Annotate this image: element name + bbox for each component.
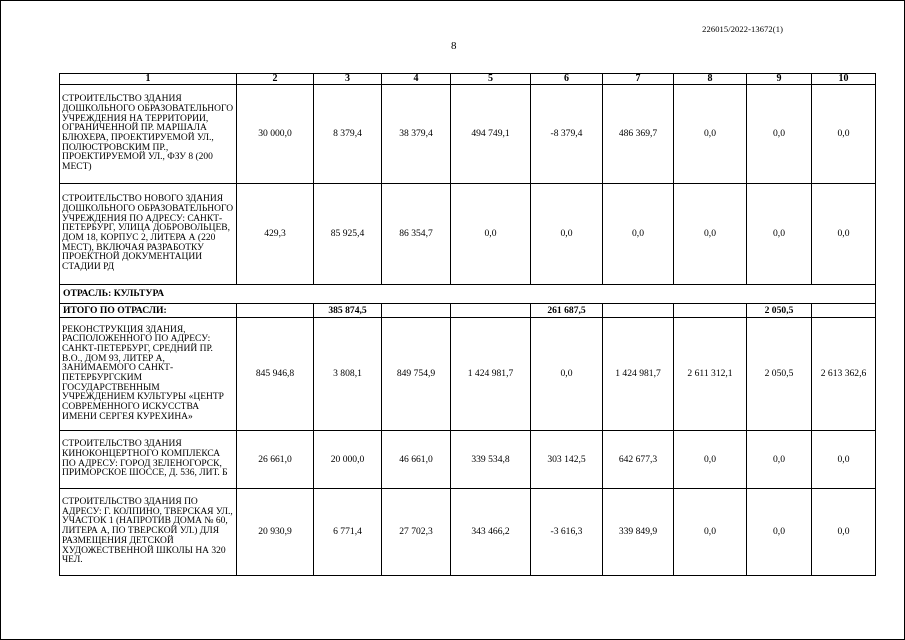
total-cell bbox=[382, 304, 451, 318]
column-header: 4 bbox=[382, 74, 451, 85]
total-cell bbox=[674, 304, 747, 318]
object-name: СТРОИТЕЛЬСТВО ЗДАНИЯ ПО АДРЕСУ: Г. КОЛПИНО, ТВЕРСКАЯ УЛ., УЧАСТОК 1 (НАПРОТИВ ДОМА № 60, ЛИТЕРА А, ПО ТВЕРСКОЙ УЛ.) ДЛЯ РАЗМЕЩЕНИЯ ДЕТСКОЙ ХУДОЖЕСТВЕННОЙ ШКОЛЫ НА 320 ЧЕЛ. bbox=[60, 489, 237, 576]
table-cell: 0,0 bbox=[747, 431, 812, 489]
column-header: 6 bbox=[531, 74, 603, 85]
table-cell: 486 369,7 bbox=[603, 85, 674, 184]
table-cell: 0,0 bbox=[674, 85, 747, 184]
table-cell: 0,0 bbox=[812, 431, 876, 489]
table-cell: 46 661,0 bbox=[382, 431, 451, 489]
total-cell: 385 874,5 bbox=[314, 304, 382, 318]
table-cell: 0,0 bbox=[812, 85, 876, 184]
total-cell: 261 687,5 bbox=[531, 304, 603, 318]
table-cell: 3 808,1 bbox=[314, 318, 382, 431]
table-cell: 0,0 bbox=[747, 489, 812, 576]
table-cell: 494 749,1 bbox=[451, 85, 531, 184]
column-header: 8 bbox=[674, 74, 747, 85]
page-number: 8 bbox=[451, 40, 457, 52]
table-row bbox=[60, 184, 876, 285]
table-cell: 303 142,5 bbox=[531, 431, 603, 489]
column-header: 7 bbox=[603, 74, 674, 85]
table-cell: 2 050,5 bbox=[747, 318, 812, 431]
table-cell: 86 354,7 bbox=[382, 184, 451, 285]
object-name: РЕКОНСТРУКЦИЯ ЗДАНИЯ, РАСПОЛОЖЕННОГО ПО АДРЕСУ: САНКТ-ПЕТЕРБУРГ, СРЕДНИЙ ПР. В.О., ДОМ 93, ЛИТЕР А, ЗАНИМАЕМОГО САНКТ-ПЕТЕРБУРГСКИМ ГОСУДАРСТВЕННЫМ УЧРЕЖДЕНИЕМ КУЛЬТУРЫ «ЦЕНТР СОВРЕМЕННОГО ИСКУССТВА ИМЕНИ СЕРГЕЯ КУРЕХИНА» bbox=[60, 318, 237, 431]
document-number: 226015/2022-13672(1) bbox=[702, 24, 783, 34]
total-row bbox=[60, 304, 876, 318]
table-cell: 1 424 981,7 bbox=[451, 318, 531, 431]
table-cell: 85 925,4 bbox=[314, 184, 382, 285]
total-cell bbox=[237, 304, 314, 318]
table-cell: 0,0 bbox=[674, 489, 747, 576]
table-cell: 339 849,9 bbox=[603, 489, 674, 576]
table-row bbox=[60, 431, 876, 489]
table-cell: -8 379,4 bbox=[531, 85, 603, 184]
table-cell: 0,0 bbox=[451, 184, 531, 285]
table-cell: 0,0 bbox=[812, 489, 876, 576]
table-cell: 0,0 bbox=[674, 431, 747, 489]
table-cell: 27 702,3 bbox=[382, 489, 451, 576]
table-cell: 20 930,9 bbox=[237, 489, 314, 576]
table-row bbox=[60, 318, 876, 431]
table-cell: 0,0 bbox=[603, 184, 674, 285]
total-cell bbox=[451, 304, 531, 318]
section-label: ОТРАСЛЬ: КУЛЬТУРА bbox=[60, 285, 876, 304]
table-cell: 0,0 bbox=[747, 85, 812, 184]
section-row bbox=[60, 285, 876, 304]
table-cell: -3 616,3 bbox=[531, 489, 603, 576]
total-cell bbox=[812, 304, 876, 318]
budget-table bbox=[59, 73, 876, 576]
column-header: 5 bbox=[451, 74, 531, 85]
table-row bbox=[60, 489, 876, 576]
table-cell: 38 379,4 bbox=[382, 85, 451, 184]
table-cell: 0,0 bbox=[812, 184, 876, 285]
total-cell bbox=[603, 304, 674, 318]
table-cell: 20 000,0 bbox=[314, 431, 382, 489]
table-cell: 30 000,0 bbox=[237, 85, 314, 184]
table-cell: 26 661,0 bbox=[237, 431, 314, 489]
column-header: 1 bbox=[60, 74, 237, 85]
total-label: ИТОГО ПО ОТРАСЛИ: bbox=[60, 304, 237, 318]
table-cell: 6 771,4 bbox=[314, 489, 382, 576]
column-header: 2 bbox=[237, 74, 314, 85]
object-name: СТРОИТЕЛЬСТВО НОВОГО ЗДАНИЯ ДОШКОЛЬНОГО ОБРАЗОВАТЕЛЬНОГО УЧРЕЖДЕНИЯ ПО АДРЕСУ: САНКТ-ПЕТЕРБУРГ, УЛИЦА ДОБРОВОЛЬЦЕВ, ДОМ 18, КОРПУС 2, ЛИТЕРА А (220 МЕСТ), ВКЛЮЧАЯ РАЗРАБОТКУ ПРОЕКТНОЙ ДОКУМЕНТАЦИИ СТАДИИ РД bbox=[60, 184, 237, 285]
table-cell: 429,3 bbox=[237, 184, 314, 285]
table-cell: 642 677,3 bbox=[603, 431, 674, 489]
object-name: СТРОИТЕЛЬСТВО ЗДАНИЯ КИНОКОНЦЕРТНОГО КОМПЛЕКСА ПО АДРЕСУ: ГОРОД ЗЕЛЕНОГОРСК, ПРИМОРСКОЕ ШОССЕ, Д. 536, ЛИТ. Б bbox=[60, 431, 237, 489]
table-row bbox=[60, 85, 876, 184]
table-cell: 339 534,8 bbox=[451, 431, 531, 489]
table-cell: 0,0 bbox=[674, 184, 747, 285]
table-cell: 0,0 bbox=[747, 184, 812, 285]
column-header: 3 bbox=[314, 74, 382, 85]
column-header: 10 bbox=[812, 74, 876, 85]
table-cell: 8 379,4 bbox=[314, 85, 382, 184]
object-name: СТРОИТЕЛЬСТВО ЗДАНИЯ ДОШКОЛЬНОГО ОБРАЗОВАТЕЛЬНОГО УЧРЕЖДЕНИЯ НА ТЕРРИТОРИИ, ОГРАНИЧЕННОЙ ПР. МАРШАЛА БЛЮХЕРА, ПРОЕКТИРУЕМОЙ УЛ., ПОЛЮСТРОВСКИМ ПР., ПРОЕКТИРУЕМОЙ УЛ., ФЗУ 8 (200 МЕСТ) bbox=[60, 85, 237, 184]
column-header: 9 bbox=[747, 74, 812, 85]
table-cell: 2 611 312,1 bbox=[674, 318, 747, 431]
table-cell: 849 754,9 bbox=[382, 318, 451, 431]
table-cell: 0,0 bbox=[531, 318, 603, 431]
table-cell: 1 424 981,7 bbox=[603, 318, 674, 431]
total-cell: 2 050,5 bbox=[747, 304, 812, 318]
table-cell: 2 613 362,6 bbox=[812, 318, 876, 431]
header-row bbox=[60, 74, 876, 85]
table-cell: 343 466,2 bbox=[451, 489, 531, 576]
table-cell: 845 946,8 bbox=[237, 318, 314, 431]
table-cell: 0,0 bbox=[531, 184, 603, 285]
